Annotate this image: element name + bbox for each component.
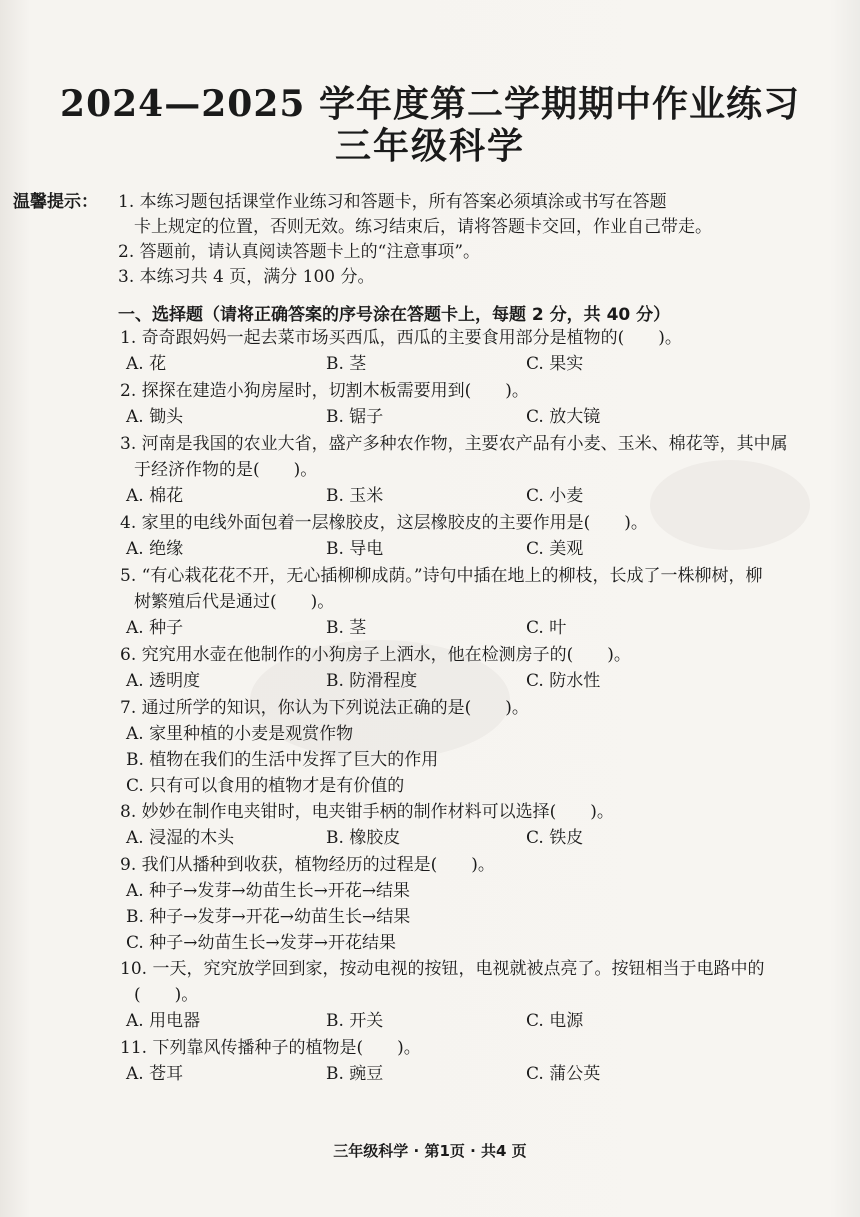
option-a: A. 花 [126,354,167,374]
tips-label: 温馨提示： [13,192,98,212]
option-c: C. 放大镜 [526,407,601,427]
option-c: C. 种子→幼苗生长→发芽→开花结果 [126,933,396,953]
tip-item-3: 3. 本练习共 4 页，满分 100 分。 [118,267,375,287]
question-stem: 6. 究究用水壶在他制作的小狗房子上洒水，他在检测房子的( )。 [120,645,631,665]
exam-title: 2024—2025 学年度第二学期期中作业练习 [60,83,800,125]
question [120,956,860,1035]
question-stem-cont: ( )。 [134,985,199,1005]
option-b: B. 橡胶皮 [326,828,401,848]
option-c: C. 蒲公英 [526,1064,601,1084]
exam-subtitle: 三年级科学 [334,125,525,167]
option-c: C. 电源 [526,1011,584,1031]
question [120,642,860,695]
option-a: A. 浸湿的木头 [126,828,235,848]
question-stem-cont: 于经济作物的是( )。 [134,460,318,480]
option-c: C. 叶 [526,618,567,638]
question-stem: 1. 奇奇跟妈妈一起去菜市场买西瓜，西瓜的主要食用部分是植物的( )。 [120,328,682,348]
tip-item-1-line2: 卡上规定的位置，否则无效。练习结束后，请将答题卡交回，作业自己带走。 [134,217,712,237]
option-a: A. 用电器 [126,1011,201,1031]
question-stem: 5. “有心栽花花不开，无心插柳柳成荫。”诗句中插在地上的柳枝，长成了一株柳树，柳 [120,566,763,586]
question-stem: 2. 探探在建造小狗房屋时，切割木板需要用到( )。 [120,381,529,401]
option-row [120,1061,860,1088]
option-a: A. 绝缘 [126,539,184,559]
question [120,325,860,378]
question [120,378,860,431]
option-c: C. 铁皮 [526,828,584,848]
option-b: B. 茎 [326,354,367,374]
tip-item-2: 2. 答题前，请认真阅读答题卡上的“注意事项”。 [118,242,481,262]
question-stem: 3. 河南是我国的农业大省，盛产多种农作物，主要农产品有小麦、玉米、棉花等，其中属 [120,434,788,454]
question-list [120,325,860,1088]
section-heading: 一、选择题（请将正确答案的序号涂在答题卡上，每题 2 分，共 40 分） [118,305,671,325]
option-b: B. 锯子 [326,407,384,427]
option-b: B. 豌豆 [326,1064,384,1084]
option-c: C. 只有可以食用的植物才是有价值的 [126,776,405,796]
option-row [120,668,860,695]
question [120,695,860,799]
question-stem-cont: 树繁殖后代是通过( )。 [134,592,335,612]
option-b: B. 防滑程度 [326,671,418,691]
option-row [120,483,860,510]
question [120,1035,860,1088]
option-a: A. 家里种植的小麦是观赏作物 [126,724,354,744]
question-stem: 8. 妙妙在制作电夹钳时，电夹钳手柄的制作材料可以选择( )。 [120,802,614,822]
option-a: A. 种子→发芽→幼苗生长→开花→结果 [126,881,411,901]
option-b: B. 种子→发芽→开花→幼苗生长→结果 [126,907,411,927]
option-b: B. 植物在我们的生活中发挥了巨大的作用 [126,750,439,770]
option-b: B. 茎 [326,618,367,638]
option-b: B. 导电 [326,539,384,559]
question [120,563,860,642]
question [120,852,860,956]
option-c: C. 小麦 [526,486,584,506]
option-row [120,404,860,431]
question-stem: 7. 通过所学的知识，你认为下列说法正确的是( )。 [120,698,529,718]
option-b: B. 玉米 [326,486,384,506]
question [120,510,860,563]
option-row [120,351,860,378]
question-stem: 4. 家里的电线外面包着一层橡胶皮，这层橡胶皮的主要作用是( )。 [120,513,648,533]
option-row [120,615,860,642]
option-c: C. 果实 [526,354,584,374]
question-stem: 11. 下列靠风传播种子的植物是( )。 [120,1038,421,1058]
tips-block [13,190,848,290]
option-b: B. 开关 [326,1011,384,1031]
page-footer: 三年级科学 · 第1页 · 共4 页 [333,1142,527,1160]
option-a: A. 棉花 [126,486,184,506]
option-c: C. 防水性 [526,671,601,691]
option-a: A. 锄头 [126,407,184,427]
option-a: A. 苍耳 [126,1064,184,1084]
option-a: A. 种子 [126,618,184,638]
option-c: C. 美观 [526,539,584,559]
question [120,431,860,510]
option-a: A. 透明度 [126,671,201,691]
question-stem: 10. 一天，究究放学回到家，按动电视的按钮，电视就被点亮了。按钮相当于电路中的 [120,959,765,979]
option-row [120,825,860,852]
option-row [120,536,860,563]
option-row [120,1008,860,1035]
question-stem: 9. 我们从播种到收获，植物经历的过程是( )。 [120,855,495,875]
tip-item-1-line1: 1. 本练习题包括课堂作业练习和答题卡，所有答案必须填涂或书写在答题 [118,192,667,212]
question [120,799,860,852]
